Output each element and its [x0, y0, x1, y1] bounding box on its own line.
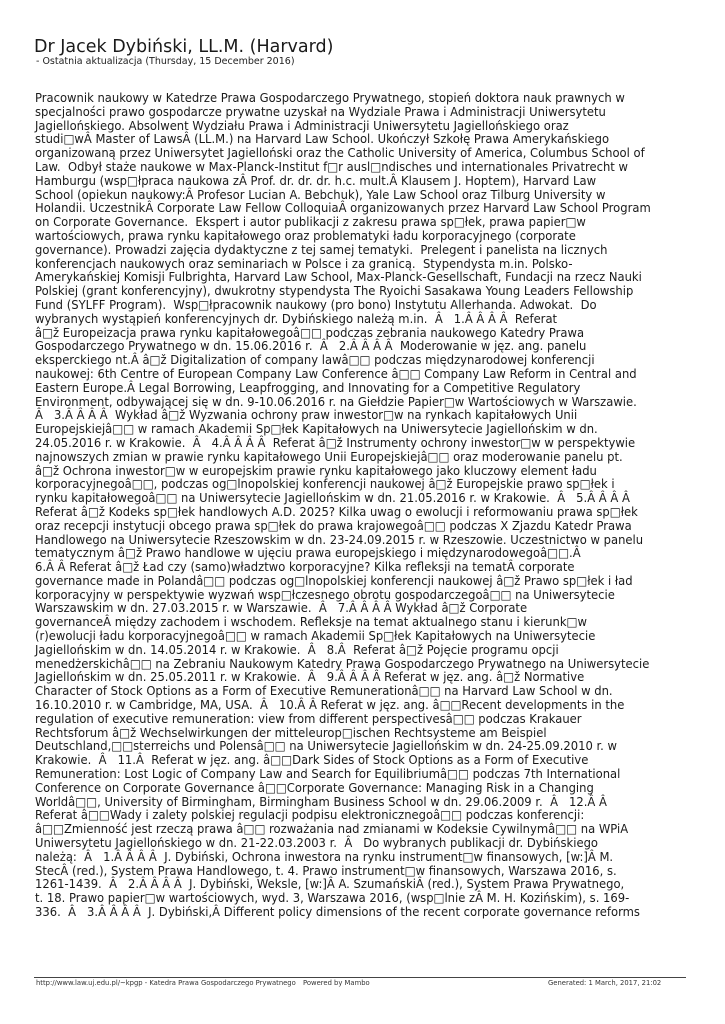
body-line: StecÂ (red.), System Prawa Handlowego, t. 4. Prawo instrument□w finansowych, Warszawa 2016, s.: [35, 863, 617, 878]
body-line: 336. Â 3.Â Â Â Â J. Dybiński,Â Different policy dimensions of the recent corporate governance reforms: [35, 905, 640, 920]
body-line: Warszawskim w dn. 27.03.2015 r. w Warszawie. Â 7.Â Â Â Â Wykład â□ž Corporate: [35, 601, 528, 616]
body-line: governanceÂ między zachodem i wschodem. Refleksje na temat aktualnego stanu i kierunk□w: [35, 615, 587, 630]
body-line: Polskiej (grant konferencyjny), dwukrotny stypendysta The Ryoichi Sasakawa Young Leaders Fellowship: [35, 284, 634, 299]
body-line: t. 18. Prawo papier□w wartościowych, wyd. 3, Warszawa 2016, (wsp□lnie zÂ M. H. Kozińskim), s. 169-: [35, 891, 630, 906]
body-line: Eastern Europe.Â Legal Borrowing, Leapfrogging, and Innovating for a Competitive Regulatory: [35, 380, 581, 395]
body-line: rynku kapitałowegoâ□□ na Uniwersytecie Jagiellońskim w dn. 21.05.2016 r. w Krakowie. Â 5.Â Â Â Â: [35, 491, 630, 506]
body-line: konferencjach naukowych oraz seminariach w Polsce i za granicą. Stypendysta m.in. Polsko-: [35, 256, 573, 271]
body-line: korporacyjnegoâ□□, podczas og□lnopolskiej konferencji naukowej â□ž Europejskie prawo sp□łek i: [35, 477, 615, 492]
body-line: wybranych wystąpień konferencyjnych dr. Dybińskiego należą m.in. Â 1.Â Â Â Â Referat: [35, 311, 558, 326]
body-line: organizowaną przez Uniwersytet Jagielloński oraz the Catholic University of America, Columbus School of: [35, 146, 645, 161]
body-line: â□□Zmienność jest rzeczą prawa â□□ rozważania nad zmianami w Kodeksie Cywilnymâ□□ na WPiA: [35, 822, 629, 837]
body-line: Referat â□□Wady i zalety polskiej regulacji podpisu elektronicznegoâ□□ podczas konferencji:: [35, 808, 585, 823]
footer-divider: [34, 977, 686, 978]
body-line: Character of Stock Options as a Form of Executive Remunerationâ□□ na Harvard Law School w dn.: [35, 684, 613, 699]
body-line: Jagiellońskiego. Absolwent Wydziału Prawa i Administracji Uniwersytetu Jagiellońskiego oraz: [35, 118, 569, 133]
body-line: â□ž Europeizacja prawa rynku kapitałowegoâ□□ podczas zebrania naukowego Katedry Prawa: [35, 325, 585, 340]
body-line: Conference on Corporate Governance â□□Corporate Governance: Managing Risk in a Changing: [35, 780, 594, 795]
body-line: tematycznym â□ž Prawo handlowe w ujęciu prawa europejskiego i międzynarodowegoâ□□.Â: [35, 546, 581, 561]
body-line: Holandii. UczestnikÂ Corporate Law Fellow ColloquiaÂ organizowanych przez Harvard Law School Program: [35, 201, 651, 216]
body-line: Jagiellońskim w dn. 25.05.2011 r. w Krakowie. Â 9.Â Â Â Â Referat w jęz. ang. â□ž Normative: [35, 670, 585, 685]
body-line: należą: Â 1.Â Â Â Â J. Dybiński, Ochrona inwestora na rynku instrument□w finansowych, [w:]Â M.: [35, 849, 614, 864]
body-line: Krakowie. Â 11.Â Referat w jęz. ang. â□□Dark Sides of Stock Options as a Form of Executive: [35, 753, 589, 768]
body-line: menedżerskichâ□□ na Zebraniu Naukowym Katedry Prawa Gospodarczego Prywatnego na Uniwersytecie: [35, 656, 650, 671]
footer-powered-by: Powered by Mambo: [303, 979, 370, 987]
body-line: Remuneration: Lost Logic of Company Law and Search for Equilibriumâ□□ podczas 7th International: [35, 767, 621, 782]
body-line: (r)ewolucji ładu korporacyjnegoâ□□ w ramach Akademii Sp□łek Kapitałowych na Uniwersytecie: [35, 629, 596, 644]
body-line: on Corporate Governance. Ekspert i autor publikacji z zakresu prawa sp□łek, prawa papier□w: [35, 215, 586, 230]
body-line: Deutschland,□□sterreichs und Polensâ□□ na Uniwersytecie Jagiellońskim w dn. 24-25.09.2010 r. w: [35, 739, 618, 754]
body-line: 1261-1439. Â 2.Â Â Â Â J. Dybiński, Weksle, [w:]Â A. SzumańskiÂ (red.), System Prawa Prywatnego,: [35, 877, 625, 892]
footer-generated: Generated: 1 March, 2017, 21:02: [548, 979, 662, 987]
body-line: naukowej: 6th Centre of European Company Law Conference â□□ Company Law Reform in Central and: [35, 366, 637, 381]
body-line: studi□wÂ Master of LawsÂ (LL.M.) na Harvard Law School. Ukończył Szkołę Prawa Amerykańskiego: [35, 132, 610, 147]
body-line: wartościowych, prawa rynku kapitałowego oraz problematyki ładu korporacyjnego (corporate: [35, 228, 576, 243]
body-line: eksperckiego nt.Â â□ž Digitalization of company lawâ□□ podczas międzynarodowej konferencji: [35, 353, 595, 368]
body-line: Fund (SYLFF Program). Wsp□łpracownik naukowy (pro bono) Instytutu Allerhanda. Adwokat. Do: [35, 297, 597, 312]
last-updated-note: - Ostatnia aktualizacja (Thursday, 15 December 2016): [36, 56, 295, 67]
body-line: specjalności prawo gospodarcze prywatne uzyskał na Wydziale Prawa i Administracji Uniwersytetu: [35, 104, 606, 119]
body-line: najnowszych zmian w prawie rynku kapitałowego Unii Europejskiejâ□□ oraz moderowanie panelu pt.: [35, 449, 623, 464]
body-line: Pracownik naukowy w Katedrze Prawa Gospodarczego Prywatnego, stopień doktora nauk prawnych w: [35, 91, 625, 105]
body-line: 24.05.2016 r. w Krakowie. Â 4.Â Â Â Â Referat â□ž Instrumenty ochrony inwestor□w w perspektywie: [35, 435, 636, 450]
body-line: oraz recepcji instytucji obcego prawa sp□łek do prawa krajowegoâ□□ podczas X Zjazdu Katedr Prawa: [35, 518, 632, 533]
body-line: Rechtsforum â□ž Wechselwirkungen der mitteleurop□ischen Rechtsysteme am Beispiel: [35, 725, 547, 740]
body-line: governance). Prowadzi zajęcia dydaktyczne z tej samej tematyki. Prelegent i panelista na licznych: [35, 242, 608, 257]
body-line: korporacyjny w perspektywie wyzwań wsp□łczesnego obrotu gospodarczegoâ□□ na Uniwersytecie: [35, 587, 615, 602]
body-line: regulation of executive remuneration: view from different perspectivesâ□□ podczas Krakauer: [35, 711, 582, 726]
body-line: Hamburgu (wsp□łpraca naukowa zÂ Prof. dr. dr. dr. h.c. mult.Â Klausem J. Hoptem), Harvard Law: [35, 173, 597, 188]
body-line: 16.10.2010 r. w Cambridge, MA, USA. Â 10.Â Â Referat w jęz. ang. â□□Recent developments in the: [35, 698, 625, 713]
body-line: Worldâ□□, University of Birmingham, Birmingham Business School w dn. 29.06.2009 r. Â 12.Â Â: [35, 794, 607, 809]
body-line: Gospodarczego Prywatnego w dn. 15.06.2016 r. Â 2.Â Â Â Â Moderowanie w jęz. ang. panelu: [35, 339, 587, 354]
body-line: Amerykańskiej Komisji Fulbrighta, Harvard Law School, Max-Planck-Gesellschaft, Fundacji na rzecz Nauki: [35, 270, 642, 285]
body-line: Â 3.Â Â Â Â Wykład â□ž Wyzwania ochrony praw inwestor□w na rynkach kapitałowych Unii: [35, 408, 578, 423]
body-line: â□ž Ochrona inwestor□w w europejskim prawie rynku kapitałowego jako kluczowy element ładu: [35, 463, 597, 478]
body-line: School (opiekun naukowy:Â Profesor Lucian A. Bebchuk), Yale Law School oraz Tilburg University w: [35, 187, 606, 202]
body-line: 6.Â Â Referat â□ž Ład czy (samo)władztwo korporacyjne? Kilka refleksji na tematÂ corporate: [35, 560, 575, 575]
body-line: Referat â□ž Kodeks sp□łek handlowych A.D. 2025? Kilka uwag o ewolucji i reformowaniu prawa sp□łek: [35, 504, 638, 519]
page-title: Dr Jacek Dybiński, LL.M. (Harvard): [34, 37, 334, 57]
body-line: Law. Odbył staże naukowe w Max-Planck-Institut f□r ausl□ndisches und internationales Privatrecht w: [35, 159, 628, 174]
footer-url[interactable]: http://www.law.uj.edu.pl/~kpgp - Katedra Prawa Gospodarczego Prywatnego: [36, 979, 296, 987]
body-line: Jagiellońskim w dn. 14.05.2014 r. w Krakowie. Â 8.Â Referat â□ž Pojęcie programu opcji: [35, 642, 559, 657]
body-line: governance made in Polandâ□□ podczas og□lnopolskiej konferencji naukowej â□ž Prawo sp□łek i ład: [35, 573, 633, 588]
body-line: Uniwersytetu Jagiellońskiego w dn. 21-22.03.2003 r. Â Do wybranych publikacji dr. Dybińskiego: [35, 836, 599, 851]
article-body: [35, 92, 725, 920]
body-line: Europejskiejâ□□ w ramach Akademii Sp□łek Kapitałowych na Uniwersytecie Jagiellońskim w dn.: [35, 422, 598, 437]
body-line: Environment, odbywającej się w dn. 9-10.06.2016 r. na Giełdzie Papier□w Wartościowych w Warszawie.: [35, 394, 637, 409]
body-line: Handlowego na Uniwersytecie Rzeszowskim w dn. 23-24.09.2015 r. w Rzeszowie. Uczestnictwo w panelu: [35, 532, 644, 547]
